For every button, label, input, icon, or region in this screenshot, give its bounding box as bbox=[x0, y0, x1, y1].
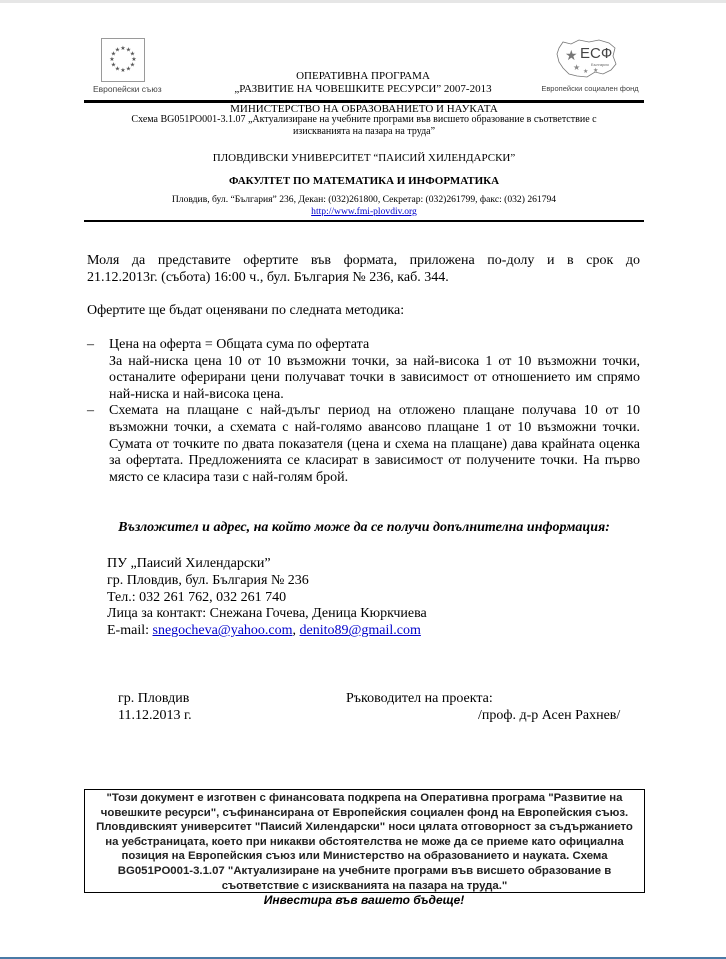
contractor-phone: Тел.: 032 261 762, 032 261 740 bbox=[107, 589, 287, 605]
esf-logo-text: ЕСФ bbox=[580, 45, 613, 62]
svg-text:★: ★ bbox=[131, 56, 137, 63]
svg-text:★: ★ bbox=[120, 67, 126, 74]
faculty-name: ФАКУЛТЕТ ПО МАТЕМАТИКА И ИНФОРМАТИКА bbox=[228, 175, 500, 187]
submission-line2: 21.12.2013г. (събота) 16:00 ч., бул. България № 236, каб. 344. bbox=[87, 269, 449, 285]
email-link-denito89[interactable]: denito89@gmail.com bbox=[299, 623, 421, 639]
signature-role: Ръководител на проекта: bbox=[346, 691, 493, 706]
svg-text:★: ★ bbox=[114, 65, 121, 73]
svg-text:★: ★ bbox=[114, 46, 121, 54]
ministry-name: МИНИСТЕРСТВО НА ОБРАЗОВАНИЕТО И НАУКАТА bbox=[230, 103, 498, 115]
svg-text:★: ★ bbox=[573, 63, 581, 72]
list-item bbox=[87, 403, 640, 486]
esf-logo-subtext: България bbox=[591, 62, 609, 67]
svg-text:★: ★ bbox=[583, 68, 589, 75]
disclaimer-text: "Този документ е изготвен с финансовата подкрепа на Оперативна програма "Развитие на човешките ресурси", съфинансирана от Европейския социален фонд на Европейския съюз. Пловдивският университет "Паисий Хилендарски" носи цялата отговорност за съдържанието на уебстраницата, което при никакви обстоятелства не може да се приеме като официална позиция на Европейския съюз или Министерство на образованието и науката. Схема BG051PO001-3.1.07 "Актуализиране на учебните програми във висшето образование в съответствие с изискванията на пазара на труда." bbox=[96, 792, 633, 892]
email-link-snegocheva[interactable]: snegocheva@yahoo.com bbox=[152, 623, 293, 639]
criterion-title: Цена на оферта = Общата сума по офертата bbox=[109, 337, 370, 352]
eu-flag-logo bbox=[101, 38, 145, 82]
submission-line1: Моля да представите офертите във формата, приложена по-долу и в срок до bbox=[87, 253, 640, 268]
email-label: E-mail: bbox=[107, 623, 153, 639]
letterhead-divider bbox=[84, 220, 644, 222]
svg-text:★: ★ bbox=[110, 50, 117, 58]
evaluation-intro: Офертите ще бъдат оценявани по следната методика: bbox=[87, 303, 405, 318]
submission-paragraph bbox=[87, 253, 640, 286]
svg-text:★: ★ bbox=[110, 61, 117, 69]
svg-text:★: ★ bbox=[129, 61, 136, 69]
svg-text:★: ★ bbox=[125, 46, 132, 54]
criterion-text: За най-ниска цена 10 от 10 възможни точки, за най-висока 1 от 10 възможни точки, останалите оферирани цени получават точки в зависимост от отношението им спрямо най-ниска и най-висока цена. bbox=[109, 353, 640, 402]
esf-logo bbox=[553, 36, 619, 82]
slogan: Инвестира във вашето бъдеще! bbox=[263, 893, 465, 907]
eu-caption: Европейски съюз bbox=[93, 84, 162, 94]
contact-persons: Лица за контакт: Снежана Гочева, Деница Кюркчиева bbox=[107, 606, 427, 622]
program-title-line2: „РАЗВИТИЕ НА ЧОВЕШКИТЕ РЕСУРСИ” 2007-2013 bbox=[234, 83, 492, 95]
contractor-heading: Възложител и адрес, на който може да се получи допълнителна информация: bbox=[118, 520, 610, 535]
list-item bbox=[87, 337, 640, 403]
signature-name: /проф. д-р Асен Рахнев/ bbox=[478, 708, 621, 723]
contractor-name: ПУ „Паисий Хилендарски” bbox=[107, 556, 271, 571]
faculty-website-link[interactable]: http://www.fmi-plovdiv.org bbox=[311, 206, 417, 217]
dash-bullet: – bbox=[87, 337, 94, 352]
signature-city: гр. Пловдив bbox=[118, 691, 190, 706]
evaluation-criteria-list bbox=[87, 337, 640, 486]
contractor-address: гр. Пловдив, бул. България № 236 bbox=[107, 572, 309, 588]
svg-text:★: ★ bbox=[129, 50, 136, 58]
scheme-line1: Схема BG051PO001-3.1.07 „Актуализиране на учебните програми във висшето образование в съответствие с bbox=[131, 114, 597, 125]
svg-text:★: ★ bbox=[593, 67, 599, 74]
email-line bbox=[107, 623, 607, 640]
scheme-title bbox=[84, 114, 644, 138]
university-name: ПЛОВДИВСКИ УНИВЕРСИТЕТ “ПАИСИЙ ХИЛЕНДАРСКИ” bbox=[212, 152, 516, 164]
svg-text:★: ★ bbox=[125, 65, 132, 73]
top-border bbox=[0, 0, 726, 3]
signature-date: 11.12.2013 г. bbox=[118, 707, 192, 723]
contractor-contact-block bbox=[107, 556, 607, 640]
scheme-line2: изискванията на пазара на труда” bbox=[292, 126, 436, 137]
svg-text:★: ★ bbox=[120, 45, 126, 52]
email-separator: , bbox=[292, 623, 300, 639]
program-title-line1: ОПЕРАТИВНА ПРОГРАМА bbox=[296, 70, 430, 82]
address-line: Пловдив, бул. “България” 236, Декан: (032)261800, Секретар: (032)261799, факс: (032) 261794 bbox=[171, 194, 557, 205]
svg-text:★: ★ bbox=[565, 48, 578, 64]
eu-stars-icon bbox=[102, 39, 144, 81]
signature-location-date bbox=[118, 691, 192, 725]
svg-text:★: ★ bbox=[109, 56, 115, 63]
dash-bullet: – bbox=[87, 403, 94, 419]
program-title bbox=[200, 70, 526, 96]
criterion-text: Схемата на плащане с най-дълъг период на отложено плащане получава 10 от 10 възможни точки, а схемата с най-голямо авансово плащане 1 от 10 възможни точки. Сумата от точките по двата показателя (цена и схема на плащане) дава крайната оценка за офертата. Предложенията се класират в зависимост от получените точки. На първо място се класира тази с най-голям брой. bbox=[109, 403, 640, 485]
faculty-address bbox=[84, 194, 644, 218]
esf-caption: Европейски социален фонд bbox=[541, 84, 639, 93]
